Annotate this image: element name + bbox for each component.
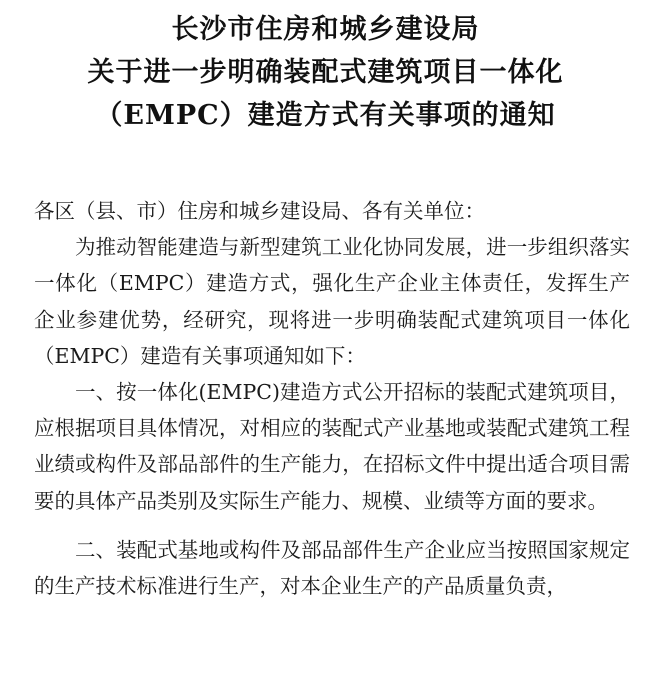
title-line-2: 关于进一步明确装配式建筑项目一体化 <box>87 57 564 88</box>
title-line-3: （EMPC）建造方式有关事项的通知 <box>95 100 556 131</box>
salutation: 各区（县、市）住房和城乡建设局、各有关单位： <box>34 199 485 223</box>
document-body <box>34 193 630 604</box>
title-line-1: 长沙市住房和城乡建设局 <box>171 14 480 45</box>
item-one-paragraph: 一、按一体化(EMPC)建造方式公开招标的装配式建筑项目，应根据项目具体情况，对相应的装配式产业基地或装配式建筑工程业绩或构件及部品部件的生产能力，在招标文件中提出适合项目需要的具体产品类别及实际生产能力、规模、业绩等方面的要求。 <box>34 380 630 513</box>
document-title <box>0 0 651 137</box>
intro-paragraph: 为推动智能建造与新型建筑工业化协同发展，进一步组织落实一体化（EMPC）建造方式，强化生产企业主体责任，发挥生产企业参建优势，经研究，现将进一步明确装配式建筑项目一体化（EMPC）建造有关事项通知如下： <box>34 235 630 368</box>
item-two-paragraph: 二、装配式基地或构件及部品部件生产企业应当按照国家规定的生产技术标准进行生产，对本企业生产的产品质量负责， <box>34 537 630 599</box>
